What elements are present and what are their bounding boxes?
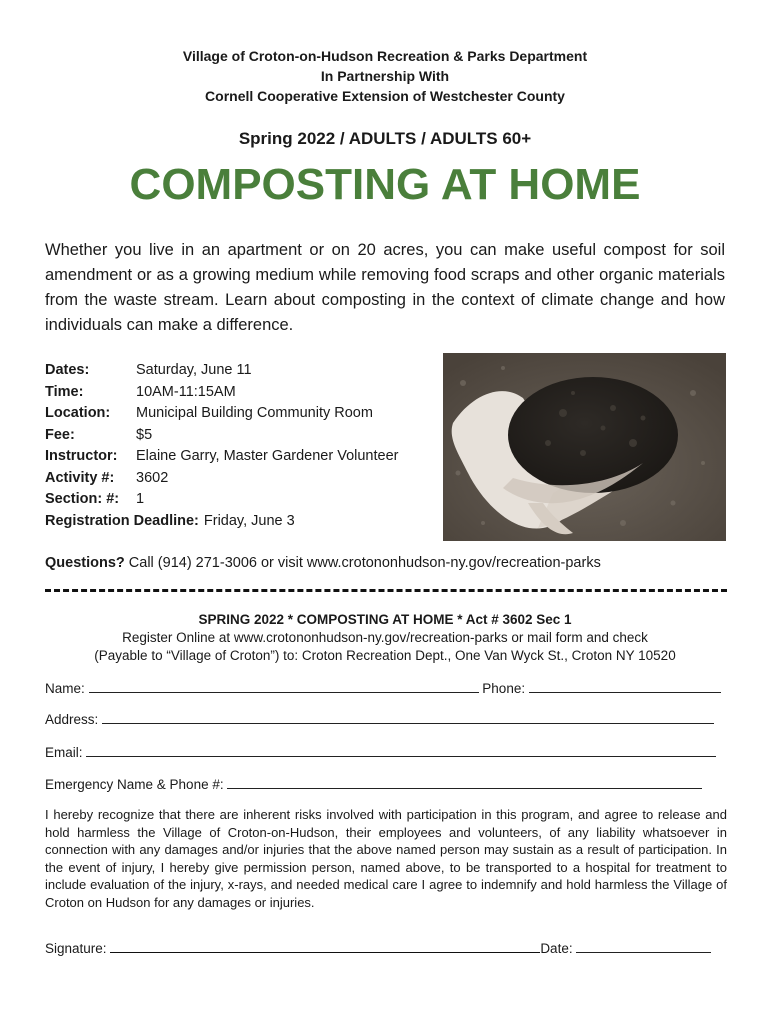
name-label: Name: xyxy=(45,681,85,696)
phone-field[interactable] xyxy=(529,680,721,693)
form-register-line: Register Online at www.crotononhudson-ny.gov/recreation-parks or mail form and check xyxy=(122,630,648,645)
email-field[interactable] xyxy=(86,744,716,757)
detail-fee: Fee: $5 xyxy=(45,426,153,443)
page-title: COMPOSTING AT HOME xyxy=(129,160,641,209)
phone-label: Phone: xyxy=(482,681,526,696)
header-partner-name: Cornell Cooperative Extension of Westchester County xyxy=(205,88,565,104)
email-row xyxy=(45,744,716,760)
emergency-row xyxy=(45,776,702,792)
detail-location: Location: Municipal Building Community Room xyxy=(45,405,373,421)
intro-paragraph: Whether you live in an apartment or on 20 acres, you can make useful compost for soil amendment or as a growing medium while removing food scraps and other organic materials from the waste stream. Learn about composting in the context of climate change and how individuals can make a difference. xyxy=(45,241,725,334)
detail-instructor: Instructor: Elaine Garry, Master Gardener Volunteer xyxy=(45,448,399,464)
header-partnership: In Partnership With xyxy=(320,68,450,84)
detail-activity: Activity #: 3602 xyxy=(45,469,169,486)
name-phone-row xyxy=(45,680,721,696)
name-field[interactable] xyxy=(89,680,479,693)
header-department: Village of Croton-on-Hudson Recreation & Parks Department xyxy=(182,48,588,64)
date-label: Date: xyxy=(540,941,573,956)
signature-field[interactable] xyxy=(110,940,540,953)
form-heading: SPRING 2022 * COMPOSTING AT HOME * Act # 3602 Sec 1 xyxy=(198,612,572,627)
detail-dates: Dates: Saturday, June 11 xyxy=(45,362,252,378)
compost-in-hand-photo xyxy=(443,353,726,541)
email-label: Email: xyxy=(45,745,83,760)
form-payable-line: (Payable to “Village of Croton”) to: Croton Recreation Dept., One Van Wyck St., Croton NY 10520 xyxy=(94,648,676,663)
address-field[interactable] xyxy=(102,711,714,724)
questions-line: Questions? Call (914) 271-3006 or visit www.crotononhudson-ny.gov/recreation-parks xyxy=(45,555,601,571)
emergency-field[interactable] xyxy=(227,776,702,789)
address-row xyxy=(45,711,714,727)
detail-section: Section: #: 1 xyxy=(45,491,145,507)
compost-photo-illustration xyxy=(443,353,726,541)
season-line: Spring 2022 / ADULTS / ADULTS 60+ xyxy=(238,129,532,148)
emergency-label: Emergency Name & Phone #: xyxy=(45,777,224,792)
address-label: Address: xyxy=(45,712,99,727)
detail-deadline: Registration Deadline: Friday, June 3 xyxy=(45,512,295,529)
detail-time: Time: 10AM-11:15AM xyxy=(45,383,236,400)
program-details xyxy=(45,360,398,532)
signature-row xyxy=(45,940,711,956)
cut-line-divider xyxy=(45,589,727,592)
liability-waiver: I hereby recognize that there are inherent risks involved with participation in this program, and agree to release and hold harmless the Village of Croton-on-Hudson, their employees and volunteers, of any liability whatsoever in connection with any damages and/or injuries that the above named person may sustain as a result of participation. In the event of injury, I hereby give permission person, named above, to be transported to a hospital for treatment to include evaluation of the injury, x-rays, and needed medical care I agree to indemnify and hold harmless the Village of Croton on Hudson for any damages or injuries. xyxy=(45,807,727,910)
date-field[interactable] xyxy=(576,940,711,953)
signature-label: Signature: xyxy=(45,941,107,956)
